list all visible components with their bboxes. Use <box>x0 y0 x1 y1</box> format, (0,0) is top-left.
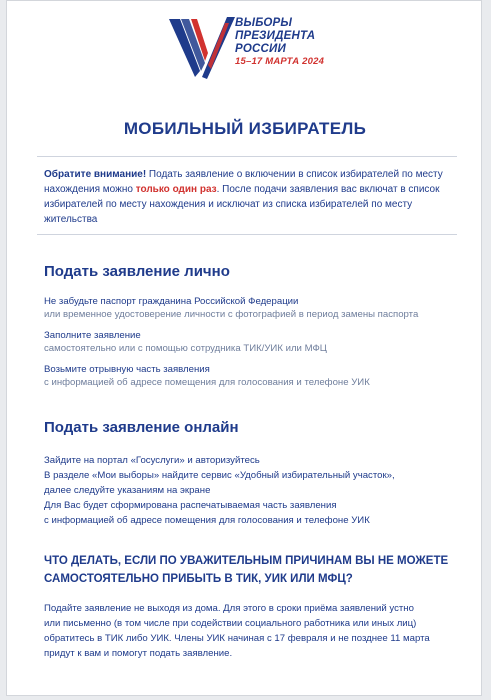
online-line: Для Вас будет сформирована распечатываемая часть заявления <box>44 500 337 511</box>
list-item <box>44 363 474 389</box>
item-title: Возьмите отрывную часть заявления <box>44 364 210 375</box>
list-item <box>44 329 474 355</box>
item-title: Не забудьте паспорт гражданина Российской Федерации <box>44 296 299 307</box>
notice-text-1: Подать заявление о включении в список избирателей по месту нахождения можно <box>44 169 443 195</box>
answer-line: придут к вам и помогут подать заявление. <box>44 648 233 659</box>
online-line: В разделе «Мои выборы» найдите сервис «Удобный избирательный участок», <box>44 470 395 481</box>
online-line: с информацией об адресе помещения для голосования и телефоне УИК <box>44 515 370 526</box>
v-checkmark-icon <box>167 15 237 81</box>
answer-line: или письменно (в том числе при содействии социального работника или иных лиц) <box>44 618 417 629</box>
online-line: Зайдите на портал «Госуслуги» и авторизуйтесь <box>44 455 260 466</box>
answer-line: Подайте заявление не выходя из дома. Для этого в сроки приёма заявлений устно <box>44 603 414 614</box>
logo-line-1: ВЫБОРЫ <box>235 17 293 29</box>
item-subtitle: самостоятельно или с помощью сотрудника ТИК/УИК или МФЦ <box>44 343 327 354</box>
item-title: Заполните заявление <box>44 330 141 341</box>
logo-text <box>235 17 324 68</box>
section-heading-online: Подать заявление онлайн <box>44 419 239 436</box>
answer-line: обратитесь в ТИК либо УИК. Члены УИК начиная с 17 февраля и не позднее 11 марта <box>44 633 430 644</box>
item-subtitle: или временное удостоверение личности с фотографией в период замены паспорта <box>44 309 419 320</box>
question-line-1: ЧТО ДЕЛАТЬ, ЕСЛИ ПО УВАЖИТЕЛЬНЫМ ПРИЧИНАМ ВЫ НЕ МОЖЕТЕ <box>44 555 449 567</box>
notice-highlight: только один раз <box>135 184 217 195</box>
document-page <box>6 0 482 696</box>
election-logo <box>167 15 337 85</box>
logo-line-3: РОССИИ <box>235 43 286 55</box>
logo-date: 15–17 МАРТА 2024 <box>235 56 325 67</box>
notice-text-2: . После подачи заявления вас включат в список избирателей по месту нахождения и исключат из списка избирателей по месту жительства <box>44 184 440 225</box>
logo-line-2: ПРЕЗИДЕНТА <box>235 30 316 42</box>
list-item <box>44 295 474 321</box>
online-instructions <box>44 453 484 528</box>
question-line-2: САМОСТОЯТЕЛЬНО ПРИБЫТЬ В ТИК, УИК ИЛИ МФЦ? <box>44 573 353 585</box>
notice-lead: Обратите внимание! <box>44 169 147 180</box>
section-heading-in-person: Подать заявление лично <box>44 263 230 280</box>
item-subtitle: с информацией об адресе помещения для голосования и телефоне УИК <box>44 377 370 388</box>
notice-paragraph <box>44 167 464 227</box>
answer-paragraph <box>44 601 484 661</box>
divider <box>37 156 457 157</box>
page-title: МОБИЛЬНЫЙ ИЗБИРАТЕЛЬ <box>123 119 367 138</box>
online-line: далее следуйте указаниям на экране <box>44 485 211 496</box>
divider <box>37 234 457 235</box>
question-heading <box>44 552 474 588</box>
